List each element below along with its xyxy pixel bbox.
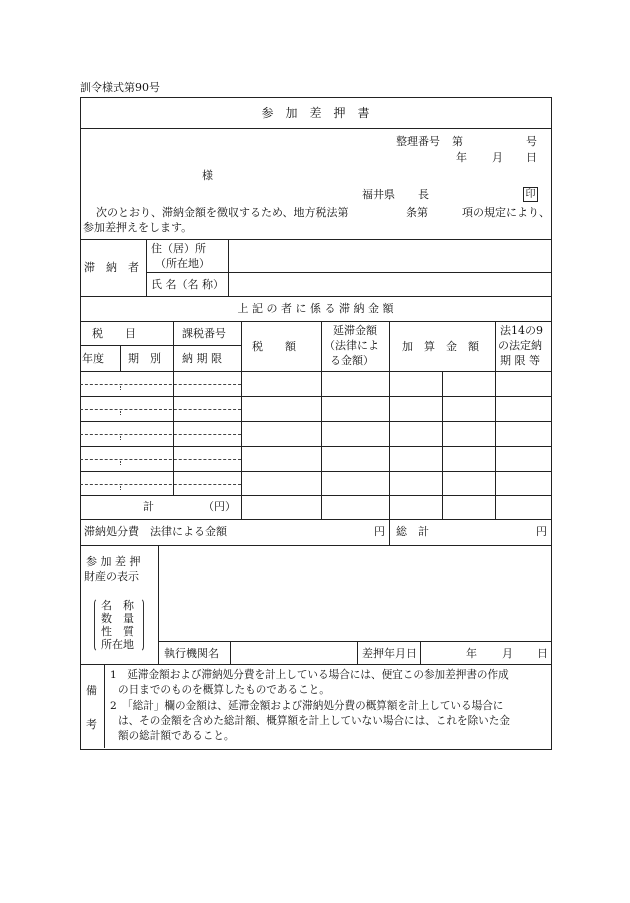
col-zeigaku: 税 額	[252, 340, 296, 353]
seal-mark: 印	[523, 187, 538, 202]
property-item-quantity: 数 量	[101, 612, 134, 625]
ref-number-go: 号	[526, 135, 537, 148]
remark-2c: 額の総計額であること。	[118, 730, 235, 742]
remarks-label-1: 備	[86, 684, 97, 697]
remark-1b: の日までのものを概算したものであること。	[118, 684, 330, 696]
col-kasan: 加 算 金 額	[402, 340, 479, 353]
section-title: 上 記 の 者 に 係 る 滞 納 金 額	[237, 302, 394, 315]
seizure-year: 年	[466, 647, 477, 660]
agency-label: 執行機関名	[164, 647, 219, 660]
property-item-name: 名 称	[101, 599, 134, 612]
issuer-name: 福井県	[362, 188, 395, 201]
seizure-month: 月	[502, 647, 513, 660]
remark-2b: は、その金額を含めた総計額、概算額を計上していない場合には、これを除いた金	[118, 715, 510, 727]
col-entai-2: （法律によ	[324, 339, 379, 352]
col-zeimoku: 税 目	[92, 327, 136, 340]
grand-total-yen: 円	[536, 525, 547, 538]
address-sublabel: （所在地）	[155, 257, 210, 270]
body-line1-c: 項の規定により、	[462, 206, 550, 219]
property-label-1: 参 加 差 押	[86, 555, 141, 568]
col-nendo: 年度	[82, 352, 104, 365]
fees-yen: 円	[374, 525, 385, 538]
date-year: 年	[456, 151, 467, 164]
remarks-label-2: 考	[86, 718, 97, 731]
total-unit: （円）	[203, 500, 236, 513]
ref-number-dai: 第	[452, 135, 463, 148]
seizure-date-label: 差押年月日	[362, 647, 417, 660]
taxpayer-label: 滞 納 者	[84, 261, 139, 274]
col-kazei-bangou: 課税番号	[182, 327, 226, 340]
remark-1a: 1 延滞金額および滞納処分費を計上している場合には、便宜この参加差押書の作成	[110, 669, 509, 681]
total-label: 計	[143, 500, 154, 513]
body-line2: 参加差押えをします。	[83, 221, 193, 234]
col-entai-3: る金額）	[330, 354, 374, 367]
property-label-2: 財産の表示	[84, 570, 139, 583]
body-line1-a: 次のとおり、滞納金額を徴収するため、地方税法第	[96, 206, 349, 219]
col-hou-1: 法14の9	[500, 324, 543, 337]
property-item-location: 所在地	[101, 638, 134, 651]
grand-total-label: 総 計	[396, 525, 429, 538]
col-hou-2: の法定納	[498, 339, 542, 352]
col-kibetsu: 期 別	[128, 352, 161, 365]
remark-2a: 2 「総計」欄の金額は、延滞金額および滞納処分費の概算額を計上している場合に	[110, 700, 504, 712]
body-line1-b: 条第	[406, 206, 428, 219]
address-label: 住（居）所	[151, 242, 206, 255]
form-title: 参 加 差 押 書	[261, 106, 370, 120]
seizure-day: 日	[537, 647, 548, 660]
form-frame	[80, 97, 552, 750]
addressee-sama: 様	[202, 169, 213, 182]
date-day: 日	[526, 151, 537, 164]
issuer-title: 長	[418, 188, 429, 201]
form-id: 訓令様式第90号	[80, 81, 160, 94]
col-hou-3: 期 限 等	[500, 354, 540, 367]
fees-label: 滞納処分費 法律による金額	[84, 525, 227, 538]
col-entai-1: 延滞金額	[333, 324, 377, 337]
property-item-nature: 性 質	[101, 625, 134, 638]
col-noukigen: 納 期 限	[182, 352, 222, 365]
date-month: 月	[492, 151, 503, 164]
ref-number-label: 整理番号	[396, 135, 440, 148]
name-label: 氏 名（名 称）	[151, 278, 224, 291]
